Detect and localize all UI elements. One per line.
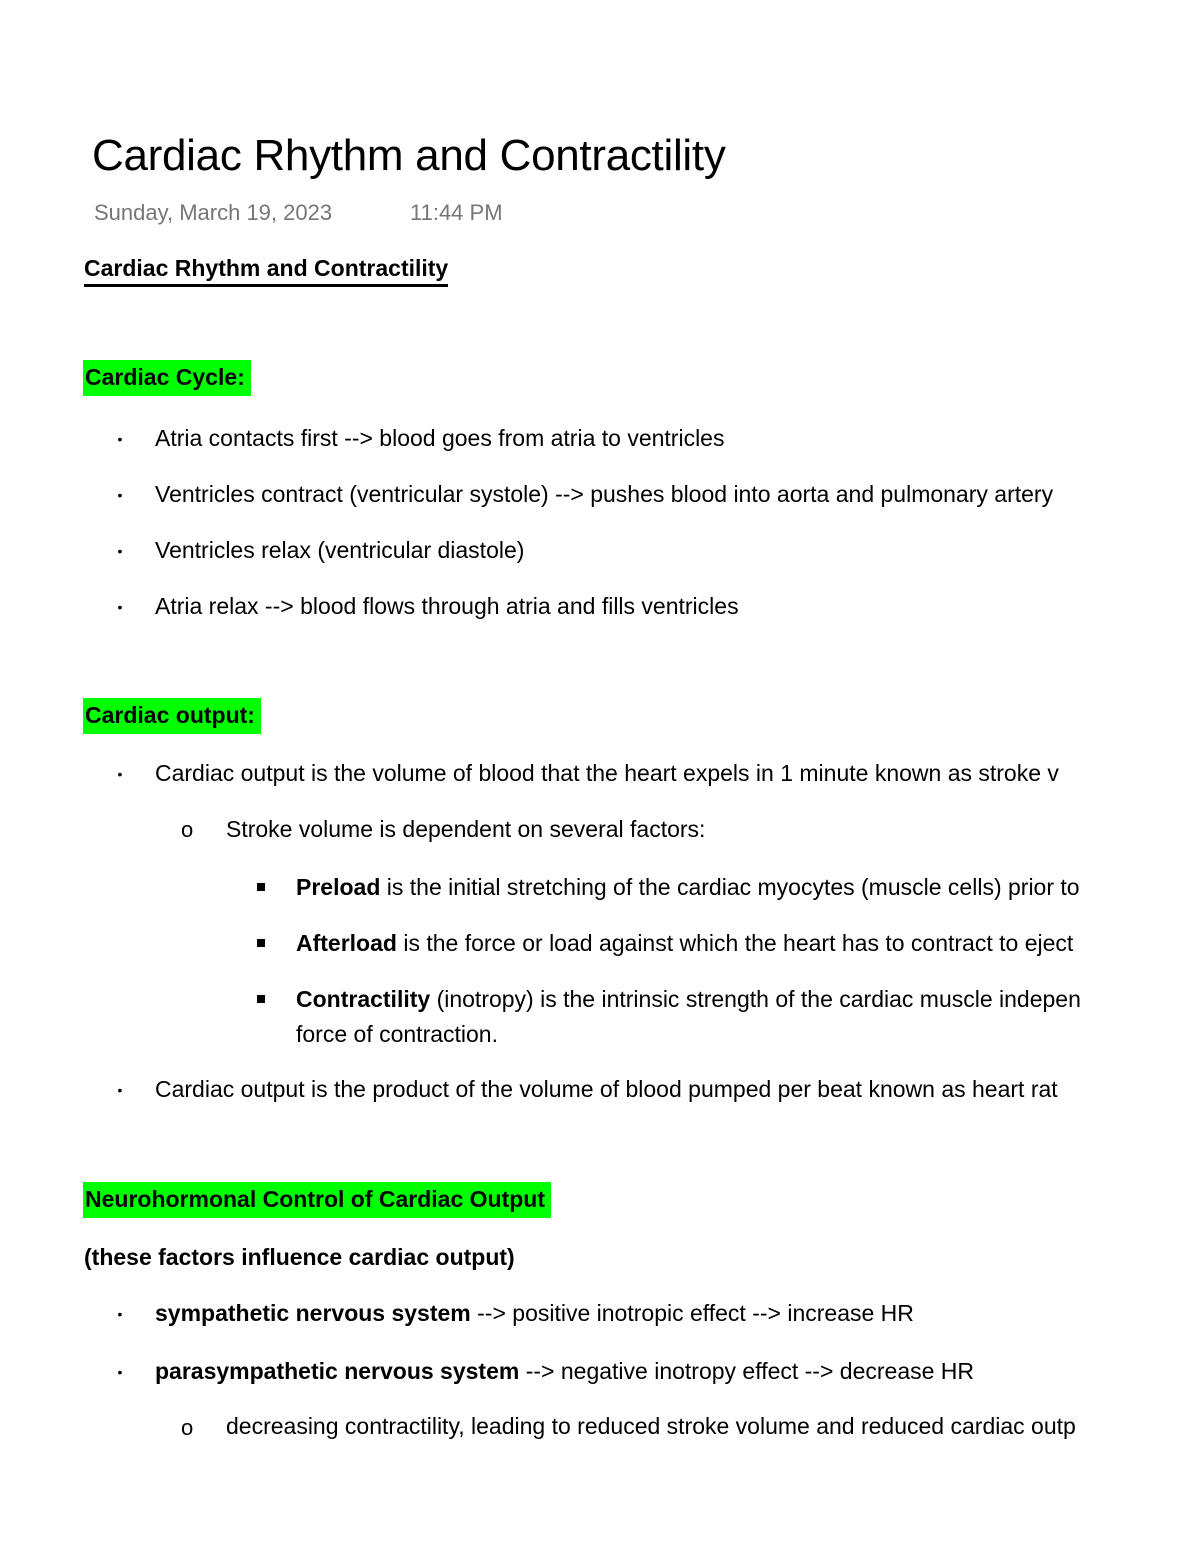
note-date: Sunday, March 19, 2023: [94, 200, 333, 225]
square-bullet-icon: [257, 995, 265, 1003]
circle-bullet-icon: o: [181, 1415, 194, 1440]
bullet-icon: •: [117, 1364, 123, 1380]
term: Afterload: [296, 930, 397, 956]
bullet-icon: •: [117, 431, 123, 447]
list-item: sympathetic nervous system --> positive inotropic effect --> increase HR: [155, 1300, 914, 1326]
section-subtitle: Cardiac Rhythm and Contractility: [84, 255, 448, 287]
list-item-continuation: force of contraction.: [296, 1021, 498, 1047]
list-item: decreasing contractility, leading to reduced stroke volume and reduced cardiac outp: [226, 1413, 1076, 1439]
term: sympathetic nervous system: [155, 1300, 471, 1326]
term: Contractility: [296, 986, 431, 1012]
note-time: 11:44 PM: [410, 200, 503, 225]
bullet-icon: •: [117, 1082, 123, 1098]
list-item: Atria relax --> blood flows through atria and fills ventricles: [155, 593, 739, 619]
neuro-note: (these factors influence cardiac output): [84, 1244, 515, 1270]
list-item: Cardiac output is the volume of blood that the heart expels in 1 minute known as stroke v: [155, 760, 1059, 786]
list-item: Stroke volume is dependent on several factors:: [226, 816, 706, 842]
bullet-icon: •: [117, 543, 123, 559]
cardiac-cycle-heading: Cardiac Cycle:: [83, 364, 251, 391]
square-bullet-icon: [257, 883, 265, 891]
list-item: Atria contacts first --> blood goes from atria to ventricles: [155, 425, 725, 451]
page-title: Cardiac Rhythm and Contractility: [92, 131, 726, 180]
circle-bullet-icon: o: [181, 817, 194, 842]
cardiac-output-heading: Cardiac output:: [83, 702, 261, 729]
list-item: parasympathetic nervous system --> negative inotropy effect --> decrease HR: [155, 1358, 975, 1384]
bullet-icon: •: [117, 599, 123, 615]
square-bullet-icon: [257, 939, 265, 947]
list-item: Ventricles contract (ventricular systole) --> pushes blood into aorta and pulmonary artery: [155, 481, 1054, 507]
term: parasympathetic nervous system: [155, 1358, 520, 1384]
bullet-icon: •: [117, 766, 123, 782]
list-item: Ventricles relax (ventricular diastole): [155, 537, 525, 563]
list-item: Cardiac output is the product of the volume of blood pumped per beat known as heart rat: [155, 1076, 1058, 1102]
term: Preload: [296, 874, 381, 900]
bullet-icon: •: [117, 1306, 123, 1322]
bullet-icon: •: [117, 487, 123, 503]
neurohormonal-heading: Neurohormonal Control of Cardiac Output: [83, 1186, 551, 1213]
list-item: Preload is the initial stretching of the cardiac myocytes (muscle cells) prior to: [296, 874, 1080, 900]
list-item: Contractility (inotropy) is the intrinsic strength of the cardiac muscle indepen: [296, 986, 1081, 1012]
list-item: Afterload is the force or load against which the heart has to contract to eject: [296, 930, 1074, 956]
